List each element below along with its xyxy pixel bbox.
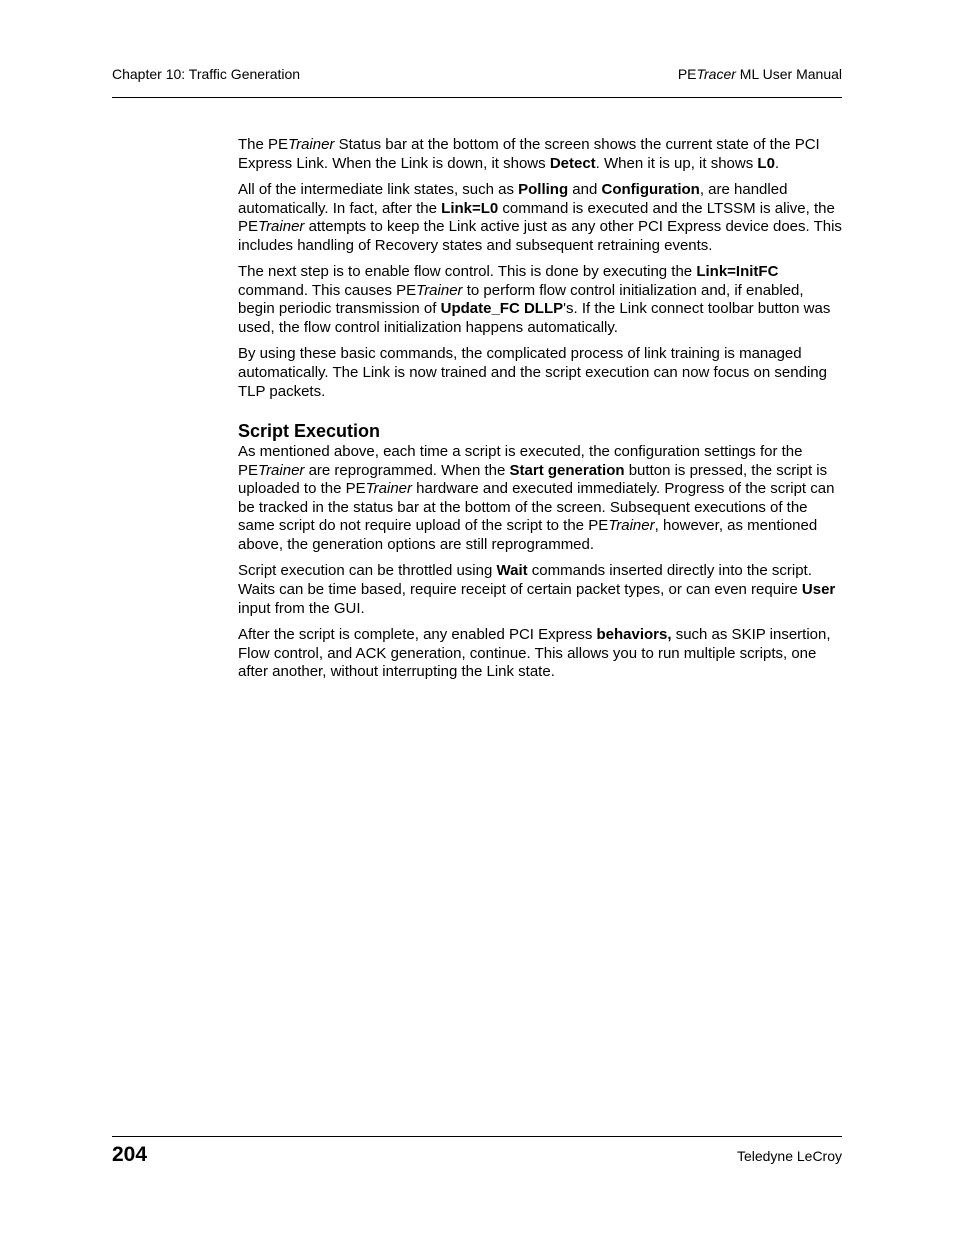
body-paragraph <box>238 443 842 555</box>
text-run: , are handled automatically. In fact, after the <box>238 180 788 217</box>
running-header-chapter: Chapter 10: Traffic Generation <box>112 66 301 82</box>
text-run: , however, as mentioned above, the generation options are still reprogrammed. <box>238 517 818 554</box>
bold-term: L0 <box>757 154 775 172</box>
bold-term: Link=L0 <box>441 199 499 217</box>
body-paragraph <box>238 562 842 618</box>
page-number: 204 <box>112 1143 148 1166</box>
bold-term: Wait <box>496 562 528 580</box>
text-run: input from the GUI. <box>238 599 365 617</box>
body-paragraph <box>238 626 842 682</box>
manual-title-prefix: PE <box>677 66 697 82</box>
section-heading: Script Execution <box>238 421 381 442</box>
footer-divider <box>112 1136 842 1137</box>
text-run: to perform flow control initialization and, if enabled, begin periodic transmission of <box>238 281 804 318</box>
text-run: By using these basic commands, the complicated process of link training is managed automatically. The Link is now trained and the script execution can now focus on sending TLP packets. <box>238 345 827 400</box>
page-body <box>238 136 842 690</box>
text-run: . When it is up, it shows <box>595 154 758 172</box>
text-run: button is pressed, the script is uploaded to the PE <box>238 461 828 498</box>
text-run: hardware and executed immediately. Progress of the script can be tracked in the status bar at the bottom of the screen. Subsequent executions of the same script do not require upload of the script to the PE <box>238 480 835 535</box>
bold-term: Polling <box>518 180 569 198</box>
section-paragraphs <box>238 443 842 682</box>
bold-term: Update_FC DLLP <box>440 300 564 318</box>
text-run: Script execution can be throttled using <box>238 562 497 580</box>
body-paragraph <box>238 263 842 337</box>
text-run: . <box>774 154 780 172</box>
text-run: The PE <box>238 136 289 153</box>
italic-term: Trainer <box>416 281 463 299</box>
header-divider <box>112 97 842 98</box>
text-run: command is executed and the LTSSM is alive, the PE <box>238 199 835 236</box>
text-run: command. This causes PE <box>238 281 417 299</box>
text-run: As mentioned above, each time a script is executed, the configuration settings for the PE <box>238 443 803 479</box>
italic-term: Trainer <box>258 461 305 479</box>
bold-term: behaviors, <box>596 626 672 644</box>
italic-term: Trainer <box>365 480 413 498</box>
body-paragraph <box>238 136 842 173</box>
text-run: Status bar at the bottom of the screen shows the current state of the PCI Express Link. When the Link is down, it shows <box>238 136 820 172</box>
intro-paragraphs <box>238 136 842 401</box>
text-run: such as SKIP insertion, Flow control, and ACK generation, continue. This allows you to run multiple scripts, one after another, without interrupting the Link state. <box>238 626 831 681</box>
bold-term: Detect <box>549 154 596 172</box>
footer-company: Teledyne LeCroy <box>736 1148 842 1164</box>
bold-term: Configuration <box>601 180 700 198</box>
running-header-manual-title <box>678 66 842 82</box>
text-run: are reprogrammed. When the <box>304 461 510 479</box>
text-run: attempts to keep the Link active just as any other PCI Express device does. This includes handling of Recovery states and subsequent retraining events. <box>238 218 842 254</box>
bold-term: User <box>801 581 836 599</box>
body-paragraph <box>238 345 842 401</box>
manual-title-suffix: ML User Manual <box>735 66 842 82</box>
italic-term: Trainer <box>258 218 305 236</box>
italic-term: Trainer <box>288 136 335 153</box>
bold-term: Link=InitFC <box>696 263 779 281</box>
text-run: All of the intermediate link states, such as <box>238 180 519 198</box>
text-run: 's. If the Link connect toolbar button was used, the flow control initialization happens automatically. <box>238 300 831 336</box>
text-run: The next step is to enable flow control. This is done by executing the <box>238 263 697 281</box>
text-run: and <box>568 180 602 198</box>
text-run: commands inserted directly into the script. Waits can be time based, require receipt of certain packet types, or can even require <box>238 562 812 599</box>
text-run: After the script is complete, any enabled PCI Express <box>238 626 597 644</box>
italic-term: Trainer <box>608 517 655 535</box>
bold-term: Start generation <box>509 461 625 479</box>
manual-title-italic: Tracer <box>696 66 736 82</box>
body-paragraph <box>238 181 842 255</box>
